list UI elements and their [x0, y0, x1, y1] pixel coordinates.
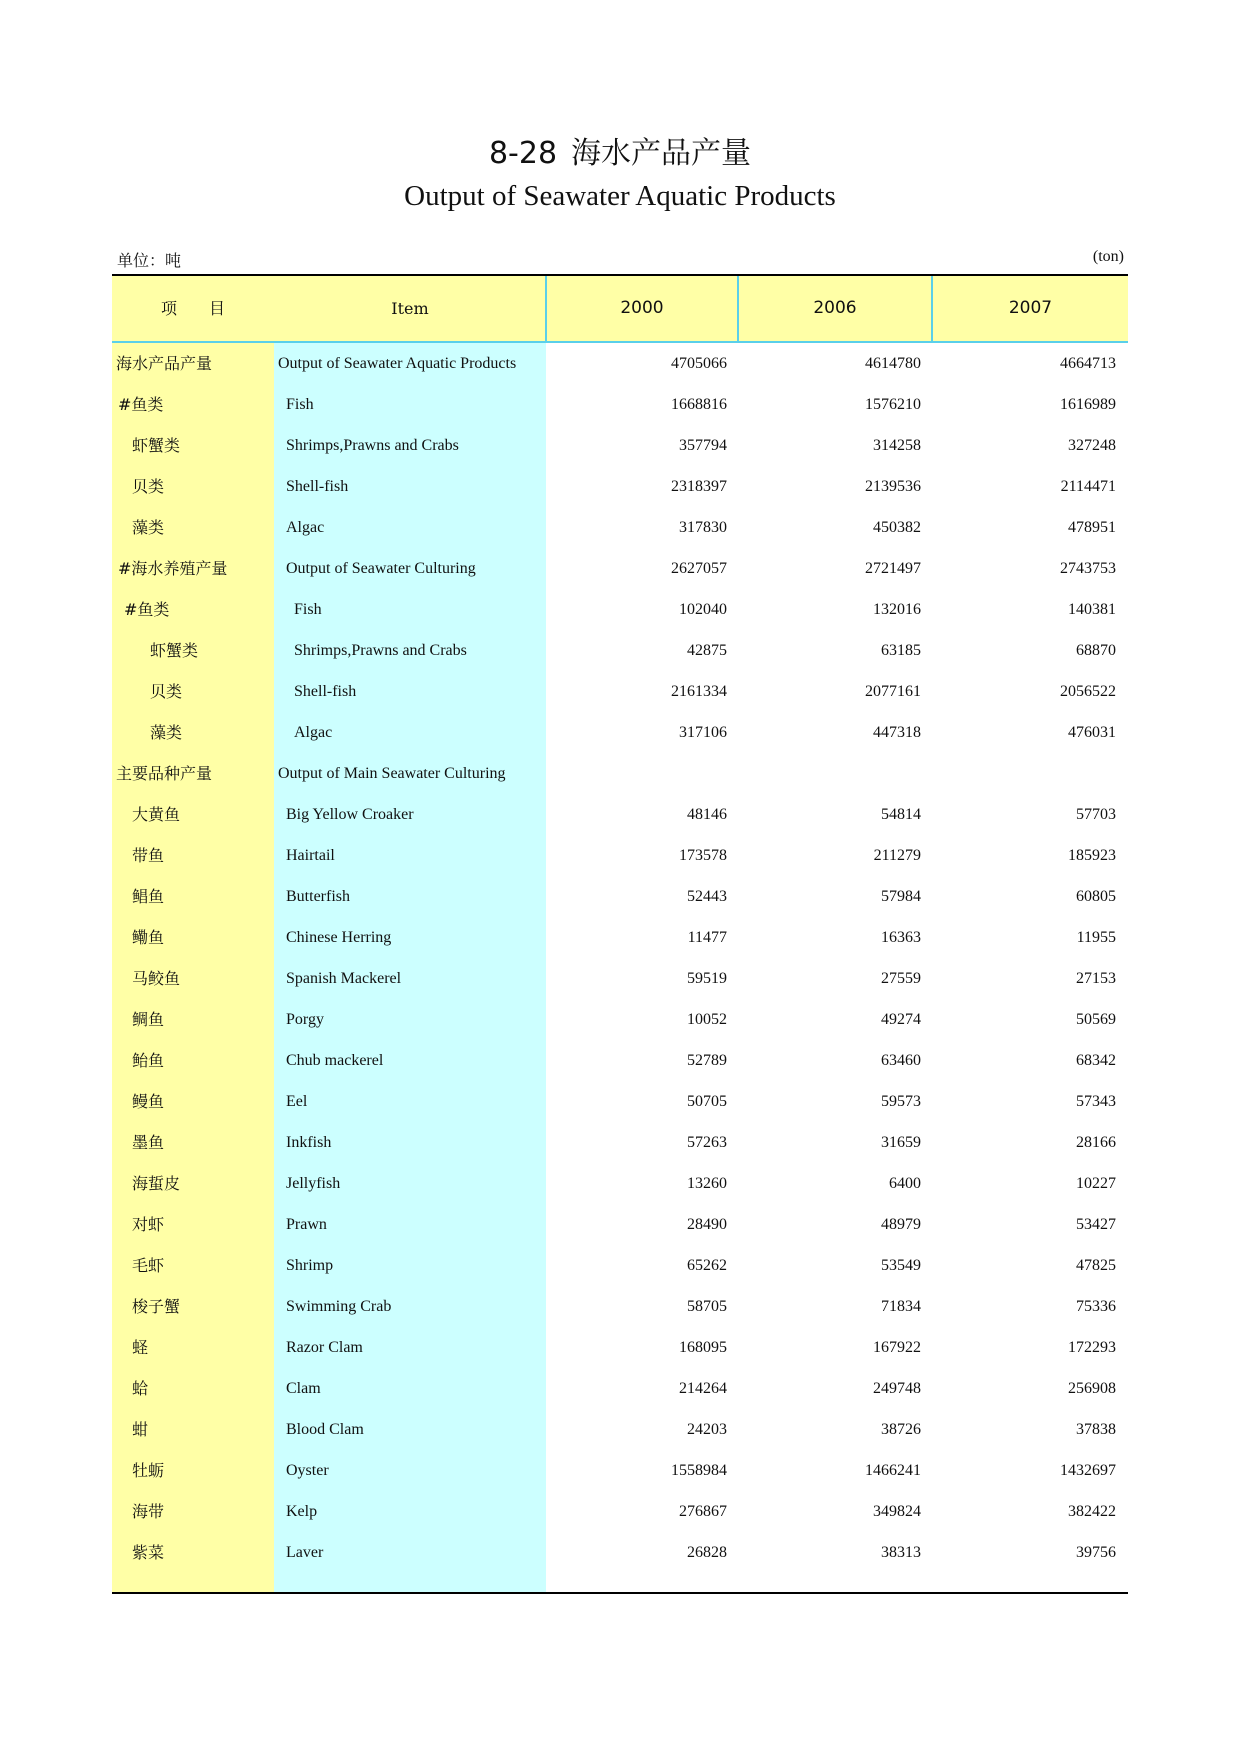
row-label-english: Algac — [286, 519, 325, 536]
value-cell-2007: 50569 — [1076, 1011, 1116, 1028]
value-cell-2000: 13260 — [687, 1175, 727, 1192]
row-label-english: Porgy — [286, 1011, 324, 1028]
value-cell-2006: 53549 — [881, 1257, 921, 1274]
table-row — [112, 1327, 1128, 1368]
row-label-chinese: #海水养殖产量 — [118, 559, 228, 578]
row-label-chinese: 贝类 — [132, 477, 165, 496]
row-label-english: Butterfish — [286, 888, 350, 905]
value-cell-2007: 10227 — [1076, 1175, 1116, 1192]
row-label-english: Fish — [286, 396, 314, 413]
value-cell-2006: 63460 — [881, 1052, 921, 1069]
row-label-chinese: 藻类 — [132, 518, 165, 537]
value-cell-2007: 2056522 — [1060, 683, 1116, 700]
table-row — [112, 425, 1128, 466]
value-cell-2007: 1616989 — [1060, 396, 1116, 413]
value-cell-2000: 102040 — [679, 601, 727, 618]
row-label-english: Prawn — [286, 1216, 327, 1233]
value-cell-2000: 317830 — [679, 519, 727, 536]
value-cell-2006: 57984 — [881, 888, 921, 905]
row-label-chinese: 贝类 — [150, 682, 183, 701]
table-header — [112, 276, 1128, 343]
table-row — [112, 384, 1128, 425]
table-row — [112, 999, 1128, 1040]
row-label-chinese: 虾蟹类 — [150, 641, 199, 660]
table-row — [112, 589, 1128, 630]
value-cell-2000: 42875 — [687, 642, 727, 659]
value-cell-2006: 38726 — [881, 1421, 921, 1438]
value-cell-2006: 54814 — [881, 806, 921, 823]
row-label-english: Jellyfish — [286, 1175, 341, 1192]
table-row — [112, 671, 1128, 712]
value-cell-2000: 59519 — [687, 970, 727, 987]
table-row — [112, 1081, 1128, 1122]
value-cell-2007: 327248 — [1068, 437, 1116, 454]
table-row — [112, 1122, 1128, 1163]
table-row — [112, 548, 1128, 589]
table-row — [112, 712, 1128, 753]
value-cell-2000: 2318397 — [671, 478, 727, 495]
row-label-english: Fish — [294, 601, 322, 618]
row-label-english: Shell-fish — [294, 683, 357, 700]
row-label-english: Laver — [286, 1544, 324, 1561]
value-cell-2007: 47825 — [1076, 1257, 1116, 1274]
table-row — [112, 1491, 1128, 1532]
value-cell-2007: 185923 — [1068, 847, 1116, 864]
table-row — [112, 630, 1128, 671]
table-row — [112, 466, 1128, 507]
row-label-chinese: #鱼类 — [118, 395, 164, 414]
row-label-chinese: 牡蛎 — [132, 1461, 165, 1480]
value-cell-2006: 48979 — [881, 1216, 921, 1233]
row-label-chinese: 墨鱼 — [132, 1133, 165, 1152]
table-row — [112, 1163, 1128, 1204]
table-row — [112, 794, 1128, 835]
row-label-chinese: 蛤 — [132, 1379, 149, 1398]
value-cell-2006: 49274 — [881, 1011, 921, 1028]
value-cell-2006: 1576210 — [865, 396, 921, 413]
table-row — [112, 1450, 1128, 1491]
value-cell-2007: 27153 — [1076, 970, 1116, 987]
row-label-english: Oyster — [286, 1462, 329, 1479]
value-cell-2007: 53427 — [1076, 1216, 1116, 1233]
table-row — [112, 835, 1128, 876]
value-cell-2006: 314258 — [873, 437, 921, 454]
value-cell-2006: 59573 — [881, 1093, 921, 1110]
table-row — [112, 753, 1128, 794]
row-label-chinese: 鲷鱼 — [132, 1010, 165, 1029]
value-cell-2007: 478951 — [1068, 519, 1116, 536]
value-cell-2007: 382422 — [1068, 1503, 1116, 1520]
page-title — [0, 128, 1240, 172]
value-cell-2006: 71834 — [881, 1298, 921, 1315]
row-label-english: Razor Clam — [286, 1339, 363, 1356]
unit-label-chinese: 单位：吨 — [117, 251, 182, 270]
value-cell-2007: 75336 — [1076, 1298, 1116, 1315]
table-row — [112, 917, 1128, 958]
value-cell-2007: 4664713 — [1060, 355, 1116, 372]
value-cell-2000: 173578 — [679, 847, 727, 864]
value-cell-2006: 1466241 — [865, 1462, 921, 1479]
value-cell-2006: 349824 — [873, 1503, 921, 1520]
row-label-chinese: 毛虾 — [132, 1256, 165, 1275]
header-item-english: Item — [391, 299, 429, 318]
value-cell-2007: 68870 — [1076, 642, 1116, 659]
unit-label-english: (ton) — [1092, 248, 1124, 265]
data-table — [112, 274, 1128, 1594]
row-label-chinese: 藻类 — [150, 723, 183, 742]
value-cell-2000: 28490 — [687, 1216, 727, 1233]
value-cell-2000: 52443 — [687, 888, 727, 905]
value-cell-2007: 476031 — [1068, 724, 1116, 741]
table-row — [112, 343, 1128, 384]
row-label-chinese: 鳓鱼 — [132, 928, 165, 947]
title-english: Output of Seawater Aquatic Products — [404, 180, 836, 212]
value-cell-2000: 4705066 — [671, 355, 727, 372]
table-row — [112, 876, 1128, 917]
row-label-english: Shrimps,Prawns and Crabs — [286, 437, 459, 454]
value-cell-2000: 65262 — [687, 1257, 727, 1274]
row-label-chinese: 蚶 — [132, 1420, 149, 1439]
table-number: 8-28 — [488, 136, 558, 171]
row-label-chinese: 鲐鱼 — [132, 1051, 165, 1070]
value-cell-2006: 450382 — [873, 519, 921, 536]
row-label-chinese: #鱼类 — [124, 600, 170, 619]
row-label-english: Clam — [286, 1380, 321, 1397]
row-label-english: Inkfish — [286, 1134, 332, 1151]
value-cell-2006 — [742, 753, 921, 794]
value-cell-2007: 68342 — [1076, 1052, 1116, 1069]
table-row — [112, 1040, 1128, 1081]
row-label-english: Big Yellow Croaker — [286, 806, 414, 823]
value-cell-2006: 132016 — [873, 601, 921, 618]
value-cell-2006: 27559 — [881, 970, 921, 987]
value-cell-2000: 26828 — [687, 1544, 727, 1561]
row-label-chinese: 带鱼 — [132, 846, 165, 865]
header-item-chinese: 项 目 — [160, 299, 225, 318]
table-row — [112, 507, 1128, 548]
row-label-chinese: 虾蟹类 — [132, 436, 181, 455]
row-label-english: Chub mackerel — [286, 1052, 384, 1069]
value-cell-2007: 140381 — [1068, 601, 1116, 618]
row-label-english: Shrimps,Prawns and Crabs — [294, 642, 467, 659]
header-year-2006: 2006 — [813, 298, 857, 318]
value-cell-2007: 60805 — [1076, 888, 1116, 905]
value-cell-2007: 2743753 — [1060, 560, 1116, 577]
value-cell-2007: 172293 — [1068, 1339, 1116, 1356]
row-label-chinese: 梭子蟹 — [132, 1297, 181, 1316]
value-cell-2006: 2139536 — [865, 478, 921, 495]
row-label-chinese: 主要品种产量 — [116, 764, 213, 783]
value-cell-2006: 16363 — [881, 929, 921, 946]
row-label-english: Swimming Crab — [286, 1298, 392, 1315]
row-label-chinese: 鳗鱼 — [132, 1092, 165, 1111]
row-label-english: Algac — [294, 724, 333, 741]
row-label-english: Blood Clam — [286, 1421, 364, 1438]
table-row — [112, 958, 1128, 999]
value-cell-2007: 57343 — [1076, 1093, 1116, 1110]
value-cell-2007: 11955 — [1076, 929, 1116, 946]
value-cell-2006: 447318 — [873, 724, 921, 741]
value-cell-2007: 37838 — [1076, 1421, 1116, 1438]
value-cell-2007 — [932, 753, 1116, 794]
value-cell-2006: 249748 — [873, 1380, 921, 1397]
value-cell-2000: 2161334 — [671, 683, 727, 700]
row-label-english: Chinese Herring — [286, 929, 392, 946]
value-cell-2000: 11477 — [687, 929, 727, 946]
table-row — [112, 1368, 1128, 1409]
value-cell-2000: 24203 — [687, 1421, 727, 1438]
row-label-chinese: 海带 — [132, 1502, 165, 1521]
value-cell-2006: 63185 — [881, 642, 921, 659]
header-year-2007: 2007 — [1008, 298, 1053, 318]
row-label-english: Eel — [286, 1093, 308, 1110]
value-cell-2006: 38313 — [881, 1544, 921, 1561]
value-cell-2006: 2721497 — [865, 560, 921, 577]
value-cell-2000: 2627057 — [671, 560, 727, 577]
value-cell-2006: 31659 — [881, 1134, 921, 1151]
header-year-2000: 2000 — [620, 298, 664, 318]
row-label-english: Output of Seawater Aquatic Products — [278, 355, 517, 372]
value-cell-2007: 1432697 — [1060, 1462, 1116, 1479]
value-cell-2006: 4614780 — [865, 355, 921, 372]
row-label-chinese: 大黄鱼 — [132, 805, 181, 824]
value-cell-2007: 39756 — [1076, 1544, 1116, 1561]
row-label-english: Kelp — [286, 1503, 318, 1520]
value-cell-2000: 50705 — [687, 1093, 727, 1110]
value-cell-2000: 276867 — [679, 1503, 727, 1520]
value-cell-2000: 58705 — [687, 1298, 727, 1315]
value-cell-2006: 6400 — [889, 1175, 921, 1192]
value-cell-2000: 1558984 — [671, 1462, 727, 1479]
row-label-english: Hairtail — [286, 847, 335, 864]
row-label-chinese: 对虾 — [132, 1215, 165, 1234]
value-cell-2000: 168095 — [679, 1339, 727, 1356]
value-cell-2000 — [552, 753, 727, 794]
value-cell-2000: 1668816 — [671, 396, 727, 413]
value-cell-2000: 10052 — [687, 1011, 727, 1028]
table-row — [112, 1204, 1128, 1245]
table-body — [112, 343, 1128, 1573]
value-cell-2000: 357794 — [679, 437, 727, 454]
table-row — [112, 1409, 1128, 1450]
value-cell-2000: 317106 — [679, 724, 727, 741]
row-label-english: Shrimp — [286, 1257, 334, 1274]
row-label-english: Output of Main Seawater Culturing — [278, 765, 506, 782]
value-cell-2000: 214264 — [679, 1380, 727, 1397]
table-row — [112, 1532, 1128, 1573]
row-label-chinese: 马鲛鱼 — [132, 969, 181, 988]
value-cell-2006: 211279 — [873, 847, 921, 864]
value-cell-2007: 256908 — [1068, 1380, 1116, 1397]
value-cell-2000: 52789 — [687, 1052, 727, 1069]
value-cell-2007: 28166 — [1076, 1134, 1116, 1151]
value-cell-2000: 48146 — [687, 806, 727, 823]
value-cell-2000: 57263 — [687, 1134, 727, 1151]
table-row — [112, 1245, 1128, 1286]
row-label-chinese: 紫菜 — [132, 1543, 165, 1562]
row-label-chinese: 鲳鱼 — [132, 887, 165, 906]
row-label-chinese: 蛏 — [132, 1338, 149, 1357]
title-chinese: 海水产品产量 — [571, 136, 752, 171]
row-label-english: Shell-fish — [286, 478, 349, 495]
row-label-chinese: 海蜇皮 — [132, 1174, 181, 1193]
value-cell-2007: 2114471 — [1060, 478, 1116, 495]
value-cell-2007: 57703 — [1076, 806, 1116, 823]
table-row — [112, 1286, 1128, 1327]
row-label-english: Spanish Mackerel — [286, 970, 402, 987]
value-cell-2006: 2077161 — [865, 683, 921, 700]
value-cell-2006: 167922 — [873, 1339, 921, 1356]
row-label-english: Output of Seawater Culturing — [286, 560, 476, 577]
row-label-chinese: 海水产品产量 — [116, 354, 213, 373]
